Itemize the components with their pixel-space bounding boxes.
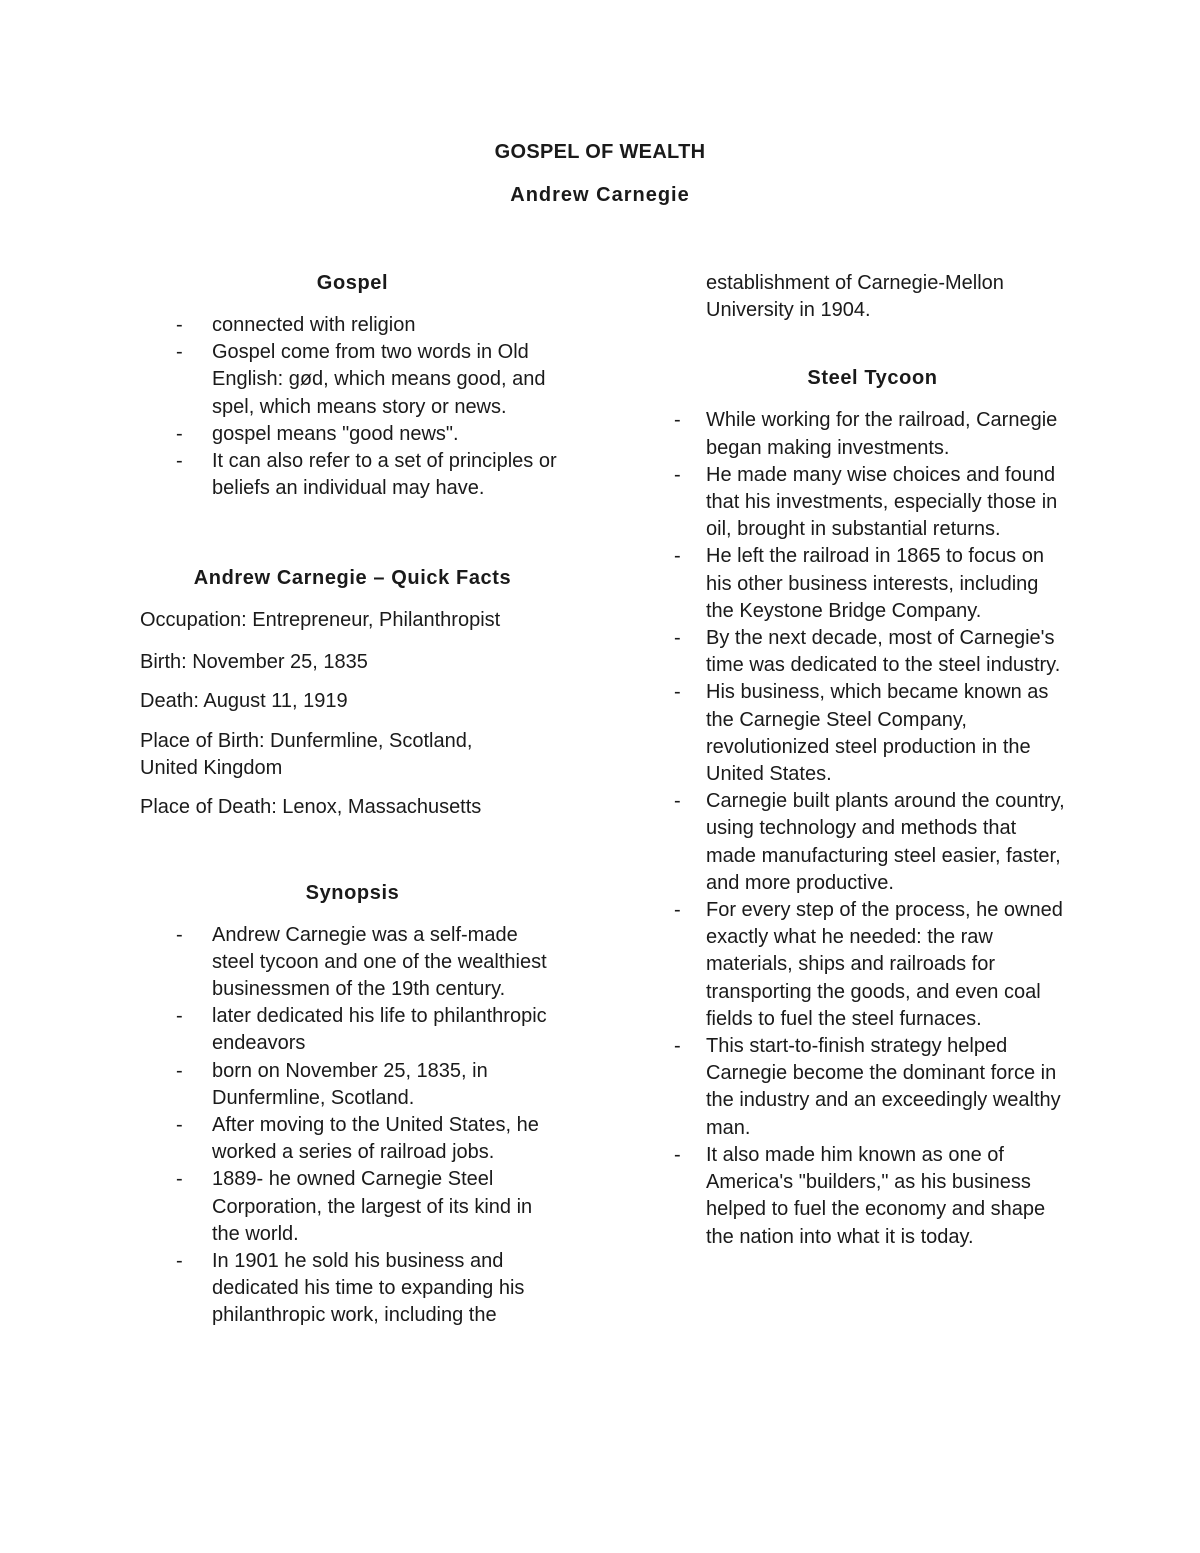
- fact-place-of-birth: Place of Birth: Dunfermline, Scotland, United Kingdom: [140, 730, 473, 780]
- list-item: - Gospel come from two words in Old English: gød, which means good, and spel, which means story or news.: [140, 339, 565, 421]
- list-item: - Andrew Carnegie was a self-made steel tycoon and one of the wealthiest businessmen of the 19th century.: [140, 922, 565, 1004]
- fact-birth: Birth: November 25, 1835: [140, 650, 368, 673]
- list-item: - After moving to the United States, he worked a series of railroad jobs.: [140, 1112, 565, 1166]
- list-item: - While working for the railroad, Carnegie began making investments.: [670, 407, 1065, 461]
- fact-death: Death: August 11, 1919: [140, 689, 348, 712]
- steel-tycoon-list: [670, 407, 1065, 1250]
- quick-facts-list: [140, 607, 565, 821]
- list-item: - later dedicated his life to philanthropic endeavors: [140, 1003, 565, 1057]
- fact-occupation: Occupation: Entrepreneur, Philanthropist: [140, 609, 501, 632]
- list-item: - 1889- he owned Carnegie Steel Corporation, the largest of its kind in the world.: [140, 1166, 565, 1248]
- left-column: [140, 270, 565, 1330]
- list-item: - Carnegie built plants around the country, using technology and methods that made manufacturing steel easier, faster, and more productive.: [670, 788, 1065, 897]
- document-subtitle: Andrew Carnegie: [510, 184, 690, 206]
- synopsis-continuation: establishment of Carnegie-Mellon University in 1904.: [706, 272, 1004, 322]
- list-item: - This start-to-finish strategy helped Carnegie become the dominant force in the industry and an exceedingly wealthy man.: [670, 1033, 1065, 1142]
- right-column: [670, 270, 1065, 1251]
- document-title: GOSPEL OF WEALTH: [494, 141, 706, 163]
- synopsis-section: [140, 880, 565, 1330]
- steel-tycoon-heading: Steel Tycoon: [807, 367, 938, 390]
- steel-tycoon-section: [670, 365, 1065, 1250]
- synopsis-heading: Synopsis: [305, 881, 400, 904]
- quick-facts-heading: Andrew Carnegie – Quick Facts: [193, 567, 512, 590]
- gospel-heading: Gospel: [316, 272, 389, 294]
- list-item: - By the next decade, most of Carnegie's time was dedicated to the steel industry.: [670, 625, 1065, 679]
- list-item: - It can also refer to a set of principles or beliefs an individual may have.: [140, 448, 565, 502]
- synopsis-list: [140, 922, 565, 1330]
- list-item: - His business, which became known as the Carnegie Steel Company, revolutionized steel production in the United States.: [670, 679, 1065, 788]
- list-item: - In 1901 he sold his business and dedicated his time to expanding his philanthropic work, including the: [140, 1248, 565, 1330]
- gospel-section: [140, 270, 565, 502]
- fact-place-of-death: Place of Death: Lenox, Massachusetts: [140, 796, 482, 819]
- quick-facts-section: [140, 565, 565, 821]
- list-item: - For every step of the process, he owned exactly what he needed: the raw materials, ships and railroads for transporting the goods, and even coal fields to fuel the steel furnaces.: [670, 897, 1065, 1033]
- gospel-list: [140, 312, 565, 502]
- list-item: - It also made him known as one of America's "builders," as his business helped to fuel the economy and shape the nation into what it is today.: [670, 1142, 1065, 1251]
- list-item: - born on November 25, 1835, in Dunfermline, Scotland.: [140, 1058, 565, 1112]
- list-item: - He made many wise choices and found that his investments, especially those in oil, brought in substantial returns.: [670, 462, 1065, 544]
- list-item: - He left the railroad in 1865 to focus on his other business interests, including the Keystone Bridge Company.: [670, 543, 1065, 625]
- list-item: - connected with religion: [140, 312, 565, 339]
- list-item: - gospel means "good news".: [140, 421, 565, 448]
